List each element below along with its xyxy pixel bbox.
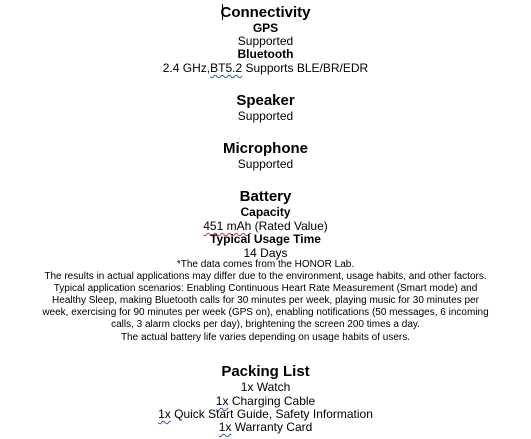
bluetooth-version: BT5.2 <box>210 61 243 75</box>
battery-heading: Battery <box>239 188 292 205</box>
packing-item-name: Watch <box>253 380 291 394</box>
capacity-rated: (Rated Value) <box>251 219 328 233</box>
packing-item <box>0 395 531 407</box>
bluetooth-value <box>0 62 531 74</box>
capacity-value <box>0 220 531 232</box>
microphone-value: Supported <box>237 157 294 171</box>
packing-item-name: Quick Start Guide, Safety Information <box>170 407 373 421</box>
connectivity-heading: Connectivity <box>220 4 311 21</box>
packing-item-qty: 1x <box>240 380 254 394</box>
battery-note-line: calls, 3 alarm clocks per day), brightening the screen 200 times a day. <box>111 319 420 330</box>
speaker-heading: Speaker <box>236 92 295 109</box>
packing-item <box>0 408 531 420</box>
bluetooth-label: Bluetooth <box>237 47 294 61</box>
speaker-value: Supported <box>237 109 294 123</box>
battery-note-line: week, exercising for 90 minutes per week (GPS on), enabling notifications (50 messages, 6 incoming <box>42 307 489 318</box>
usage-time-label: Typical Usage Time <box>210 232 321 246</box>
microphone-heading: Microphone <box>223 140 308 157</box>
usage-time-value: 14 Days <box>243 246 288 260</box>
capacity-label: Capacity <box>240 205 291 219</box>
battery-note-line: Typical application scenarios: Enabling Continuous Heart Rate Measurement (Smart mode) and <box>53 283 478 294</box>
capacity-mah: 451 mAh <box>203 219 252 233</box>
packing-list-heading: Packing List <box>221 363 310 380</box>
packing-item-qty: 1x <box>215 394 229 408</box>
gps-value: Supported <box>237 34 294 48</box>
packing-item-name: Charging Cable <box>228 394 316 408</box>
packing-item-qty: 1x <box>158 407 171 421</box>
packing-item-qty: 1x <box>218 420 232 434</box>
packing-item <box>0 381 531 393</box>
packing-item-name: Warranty Card <box>231 420 313 434</box>
battery-note-line: The results in actual applications may differ due to the environment, usage habits, and other factors. <box>44 271 487 282</box>
bluetooth-support: Supports BLE/BR/EDR <box>242 61 369 75</box>
battery-note-line: The actual battery life varies depending on usage habits of users. <box>120 332 411 343</box>
battery-note-line: Healthy Sleep, making Bluetooth calls for 30 minutes per week, playing music for 30 minutes per <box>52 295 479 306</box>
bluetooth-freq: 2.4 GHz, <box>162 61 211 75</box>
battery-note-line: *The data comes from the HONOR Lab. <box>176 259 355 270</box>
packing-item <box>0 421 531 433</box>
gps-label: GPS <box>252 21 279 35</box>
